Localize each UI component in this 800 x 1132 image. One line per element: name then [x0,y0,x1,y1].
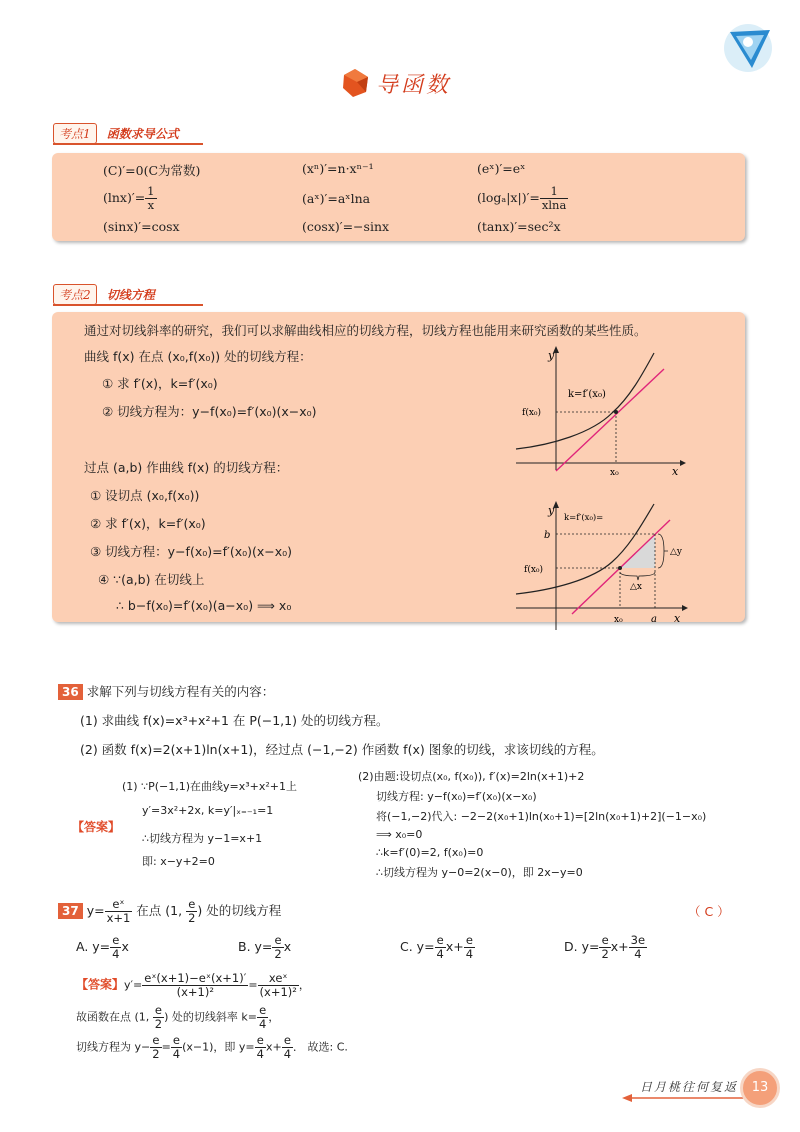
formula-sin: (sinx)′=cosx [103,219,180,234]
q37-option-a[interactable]: A. y= $\frac{e}{4}$ x [76,933,129,961]
graph1-tangent-point [614,410,618,414]
formula-log: (logₐ|x|)′= $\frac{1}{xlna}$ [477,184,567,212]
q36-a2-line5: ∴k=f′(0)=2, f(x₀)=0 [376,846,484,859]
q37-heading: 37 y= $\frac{\text{eˣ}}{x+1}$ 在点 (1, $\frac{e}{2}$ ) 处的切线方程 [58,898,281,925]
graph2-x0-label: x₀ [614,615,623,625]
graph1-y-label: y [548,349,555,362]
q36-a2-line6: ∴切线方程为 y−0=2(x−0)，即 2x−y=0 [376,866,583,879]
case2-step4: ④ ∵(a,b) 在切线上 [98,572,205,587]
case1-step2: ② 切线方程为：y−f(x₀)=f′(x₀)(x−x₀) [102,404,317,419]
graph2-dx-label: △x [630,582,642,592]
q37-option-d[interactable]: D. y= $\frac{e}{2}$ x+ $\frac{3e}{4}$ [564,933,646,961]
q36-a1-line2: y′=3x²+2x, k=y′|ₓ₌₋₁=1 [142,804,274,817]
section1-name: 函数求导公式 [106,127,179,141]
section1-heading [53,123,179,143]
gem-icon [340,68,370,98]
q36-a1-line3: ∴切线方程为 y−1=x+1 [142,832,263,845]
case2-title: 过点 (a,b) 作曲线 f(x) 的切线方程： [84,460,289,475]
q37-answer-line1: 【答案】y′= $\frac{\text{eˣ(x+1)−eˣ(x+1)′}}{\text{(x+1)²}}$ = $\frac{\text{xeˣ}}{\text{(x+1)²}}$ ， [76,971,310,999]
formula-exp: (eˣ)′=eˣ [477,161,526,176]
q36-answer-label: 【答案】 [72,820,121,834]
case2-step2: ② 求 f′(x)，k=f′(x₀) [90,516,206,531]
q37-answer-line2: 故函数在点 (1, $\frac{e}{2}$ ) 处的切线斜率 k= $\frac{e}{4}$ ， [76,1003,280,1031]
graph2-b-label: b [544,530,551,541]
case2-step5: ∴ b−f(x₀)=f′(x₀)(a−x₀) ⟹ x₀ [116,598,292,613]
section1-tag: 考点1 [53,123,97,144]
q36-a1-line1: (1) ∵P(−1,1)在曲线y=x³+x²+1上 [122,780,298,793]
graph1-x0-label: x₀ [610,468,619,475]
page-title [340,66,480,102]
section2-tag: 考点2 [53,284,97,305]
graph2-fx0-label: f(x₀) [524,565,544,575]
q36-prompt: 求解下列与切线方程有关的内容： [86,684,275,699]
case1-step1: ① 求 f′(x)，k=f′(x₀) [102,376,218,391]
graph1-slope-label: k=f′(x₀) [568,389,606,400]
q36-a2-line1: (2)由题:设切点(x₀, f(x₀)), f′(x)=2ln(x+1)+2 [358,770,585,783]
section2-name: 切线方程 [106,288,155,302]
tangent-graph-2 [512,500,692,630]
case1-title: 曲线 f(x) 在点 (x₀,f(x₀)) 处的切线方程： [84,349,312,364]
graph1-curve [516,353,654,449]
q36-part1: (1) 求曲线 f(x)=x³+x²+1 在 P(−1,1) 处的切线方程。 [80,713,389,728]
q37-choice: （ C ） [688,904,730,919]
tangent-graph-1 [512,345,687,475]
q37-number: 37 [58,903,83,919]
q36-heading [58,682,274,700]
formula-cos: (cosx)′=−sinx [302,219,390,234]
graph2-dy-label: △y [670,547,683,557]
corner-logo [722,22,774,74]
footer-motto: 日月桃往何复返 [640,1080,739,1094]
q36-part2: (2) 函数 f(x)=2(x+1)ln(x+1)，经过点 (−1,−2) 作函数 f(x) 图象的切线，求该切线的方程。 [80,742,604,757]
section1-underline [53,143,203,145]
title-text: 导函数 [376,73,452,98]
graph1-fx0-label: f(x₀) [522,408,542,418]
formula-tan: (tanx)′=sec²x [477,219,561,234]
formula-power: (xⁿ)′=n·xⁿ⁻¹ [302,161,374,176]
q36-a2-line3: 将(−1,−2)代入: −2−2(x₀+1)ln(x₀+1)=[2ln(x₀+1)+2](−1−x₀) [376,810,707,823]
formula-ln: (lnx)′= $\frac{1}{x}$ [103,184,155,212]
section2-underline [53,304,203,306]
q37-option-c[interactable]: C. y= $\frac{e}{4}$ x+ $\frac{e}{4}$ [400,933,474,961]
case2-step1: ① 设切点 (x₀,f(x₀)) [90,488,200,503]
q36-a2-line2: 切线方程: y−f(x₀)=f′(x₀)(x−x₀) [376,790,537,803]
case2-step3: ③ 切线方程：y−f(x₀)=f′(x₀)(x−x₀) [90,544,293,559]
graph1-tangent-line [556,369,664,471]
graph2-y-label: y [548,504,555,517]
graph2-tangent-point [618,566,622,570]
formula-panel [52,153,745,241]
section2-intro: 通过对切线斜率的研究，我们可以求解曲线相应的切线方程，切线方程也能用来研究函数的某些性质。 [84,323,647,338]
graph2-slope-label: k=f′(x₀)= [564,513,604,523]
q36-number: 36 [58,684,83,700]
q36-a2-line4: ⟹ x₀=0 [376,828,423,841]
q36-a1-line4: 即: x−y+2=0 [142,855,215,868]
section2-heading [53,284,155,304]
page-number: 13 [740,1068,780,1108]
formula-ax: (aˣ)′=aˣlna [302,191,371,206]
graph2-x-label: x [674,612,681,625]
formula-constant: (C)′=0(C为常数) [103,163,201,178]
q37-option-b[interactable]: B. y= $\frac{e}{2}$ x [238,933,292,961]
q37-answer-line3: 切线方程为 y− $\frac{e}{2}$ = $\frac{e}{4}$ (x−1)，即 y= $\frac{e}{4}$ x+ $\frac{e}{4}$ ． 故选: C. [76,1033,348,1061]
graph1-x-label: x [672,465,679,475]
graph2-a-label: a [651,614,657,625]
